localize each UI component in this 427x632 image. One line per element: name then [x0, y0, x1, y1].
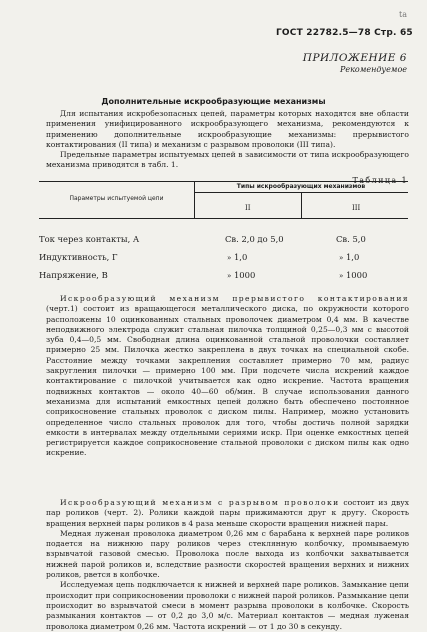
column-type-iii: III: [352, 204, 361, 212]
mechanism-iii-body: состоит из двух пар роликов (черт. 2). Ролики каждой пары прижимаются друг к другу. Скорость вращения верхней пары роликов в 4 раза меньше скорости вращения нижней пары.: [46, 498, 409, 528]
ditto-mark: »: [339, 272, 344, 280]
ditto-mark: »: [339, 254, 344, 262]
parameters-table-header: [39, 181, 408, 219]
row-label: Индуктивность, Г: [39, 252, 118, 262]
mechanism-iii-paragraph-3: Исследуемая цепь подключается к нижней и верхней паре роликов. Замыкание цепи происходит при соприкосновении проволоки с нижней парой роликов. Размыкание цепи происходит во взрывчатой смеси в момент разрыва проволоки в колбочке. Скорость размыкания контактов — от 0,2 до 3,0 м/с. Материал контактов — медная луженая проволока диаметром 0,26 мм. Частота искрений — от 1 до 30 в секунду.: [46, 580, 409, 631]
mechanism-iii-title: Искрообразующий механизм с разрывом проволоки: [60, 498, 340, 507]
intro-text: [46, 109, 409, 171]
value-type-iii: Св. 5,0: [336, 234, 366, 244]
value-type-ii: [227, 270, 255, 280]
intro-paragraph-1: Для испытания искробезопасных цепей, параметры которых находятся вне области применения унифицированного искрообразующего механизма, рекомендуются к применению дополнительные искрообразующие механизмы: прерывистого контактирования (II типа) и механизм с разрывом проволоки (III типа).: [46, 109, 409, 149]
mechanism-iii-paragraph-2: Медная луженая проволока диаметром 0,26 мм с барабана к верхней паре роликов подается на нижнюю пару роликов через стеклянную колбочку, промываемую взрывчатой газовой смесью. Проволока после выхода из колбочки захватывается нижней парой роликов и, вследствие разности скоростей вращения верхних и нижних роликов, рвется в колбочке.: [46, 528, 409, 580]
table-row-current: [39, 234, 408, 248]
row-label: Ток через контакты, А: [39, 234, 140, 244]
intro-paragraph-2: Предельные параметры испытуемых цепей в зависимости от типа искрообразующего механизма приводятся в табл. 1.: [46, 150, 409, 170]
row-label: Напряжение, В: [39, 270, 108, 280]
value-text: 1000: [345, 270, 368, 280]
section-title: Дополнительные искрообразующие механизмы: [101, 97, 326, 106]
appendix-title: ПРИЛОЖЕНИЕ 6: [302, 52, 407, 64]
column-type-ii: II: [245, 204, 251, 212]
table-row-inductance: [39, 252, 408, 266]
table-rule-top: [39, 181, 408, 182]
mechanism-ii-body: (черт.1) состоит из вращающегося металлического диска, по окружности которого расположены 10 оцинкованных стальных проволочек диаметром 0,4 мм. В качестве неподвижного электрода служит стальная пилочка толщиной 0,25—0,3 мм с высотой зуба 0,4—0,5 мм. Свободная длина оцинкованной стальной проволочки составляет примерно 25 мм. Пилочка жестко закреплена в двух точках на специальной скобе. Расстояние между точками закрепления составляет примерно 70 мм, радиус закругления пилочки — примерно 100 мм. При подсчете числа искрений каждое контактирование с пилочкой учитывается как одно искрение. Частота вращения подвижных контактов — около 40—60 об/мин. В случае использования данного механизма для испытаний емкостных цепей должно быть обеспечено постоянное соприкосновение стальных проволок с диском пилы. Например, можно установить определенное число стальных проволок для того, чтобы достичь полной зарядки емкости в интервалах между отдельными сериями искр. При оценке емкостных цепей регистрируется каждое соприкосновение стальной проволоки с диском пилы как одно искрение.: [46, 304, 409, 458]
mechanism-iii-paragraph-1: [46, 498, 409, 529]
mechanism-types-header: Типы искрообразующих механизмов: [236, 183, 366, 190]
mechanism-iii-section: [46, 498, 409, 632]
standard-number: ГОСТ 22782.5—78: [276, 28, 371, 38]
value-text: 1,0: [345, 252, 360, 262]
appendix-subtitle: Рекомендуемое: [340, 65, 407, 74]
value-type-ii: [227, 252, 247, 262]
table-rule-bottom: [39, 218, 408, 219]
value-type-iii: [339, 270, 367, 280]
page-header: [276, 28, 413, 38]
appendix-label: [303, 52, 407, 74]
corner-mark: ta: [399, 10, 407, 19]
value-type-iii: [339, 252, 359, 262]
ditto-mark: »: [227, 254, 232, 262]
mechanism-ii-section: [46, 294, 409, 459]
ditto-mark: »: [227, 272, 232, 280]
mechanism-ii-paragraph: [46, 294, 409, 459]
value-text: 1000: [233, 270, 256, 280]
table-row-voltage: [39, 270, 408, 284]
value-text: 1,0: [233, 252, 248, 262]
mechanism-ii-title: Искрообразующий механизм прерывистого контактирования: [60, 294, 409, 303]
value-type-ii: Св. 2,0 до 5,0: [225, 234, 284, 244]
param-column-header: Параметры испытуемой цепи: [69, 195, 164, 202]
table-divider-2: [301, 192, 302, 219]
table-caption: Таблица 1: [352, 176, 408, 185]
page-number: Стр. 65: [374, 28, 413, 38]
